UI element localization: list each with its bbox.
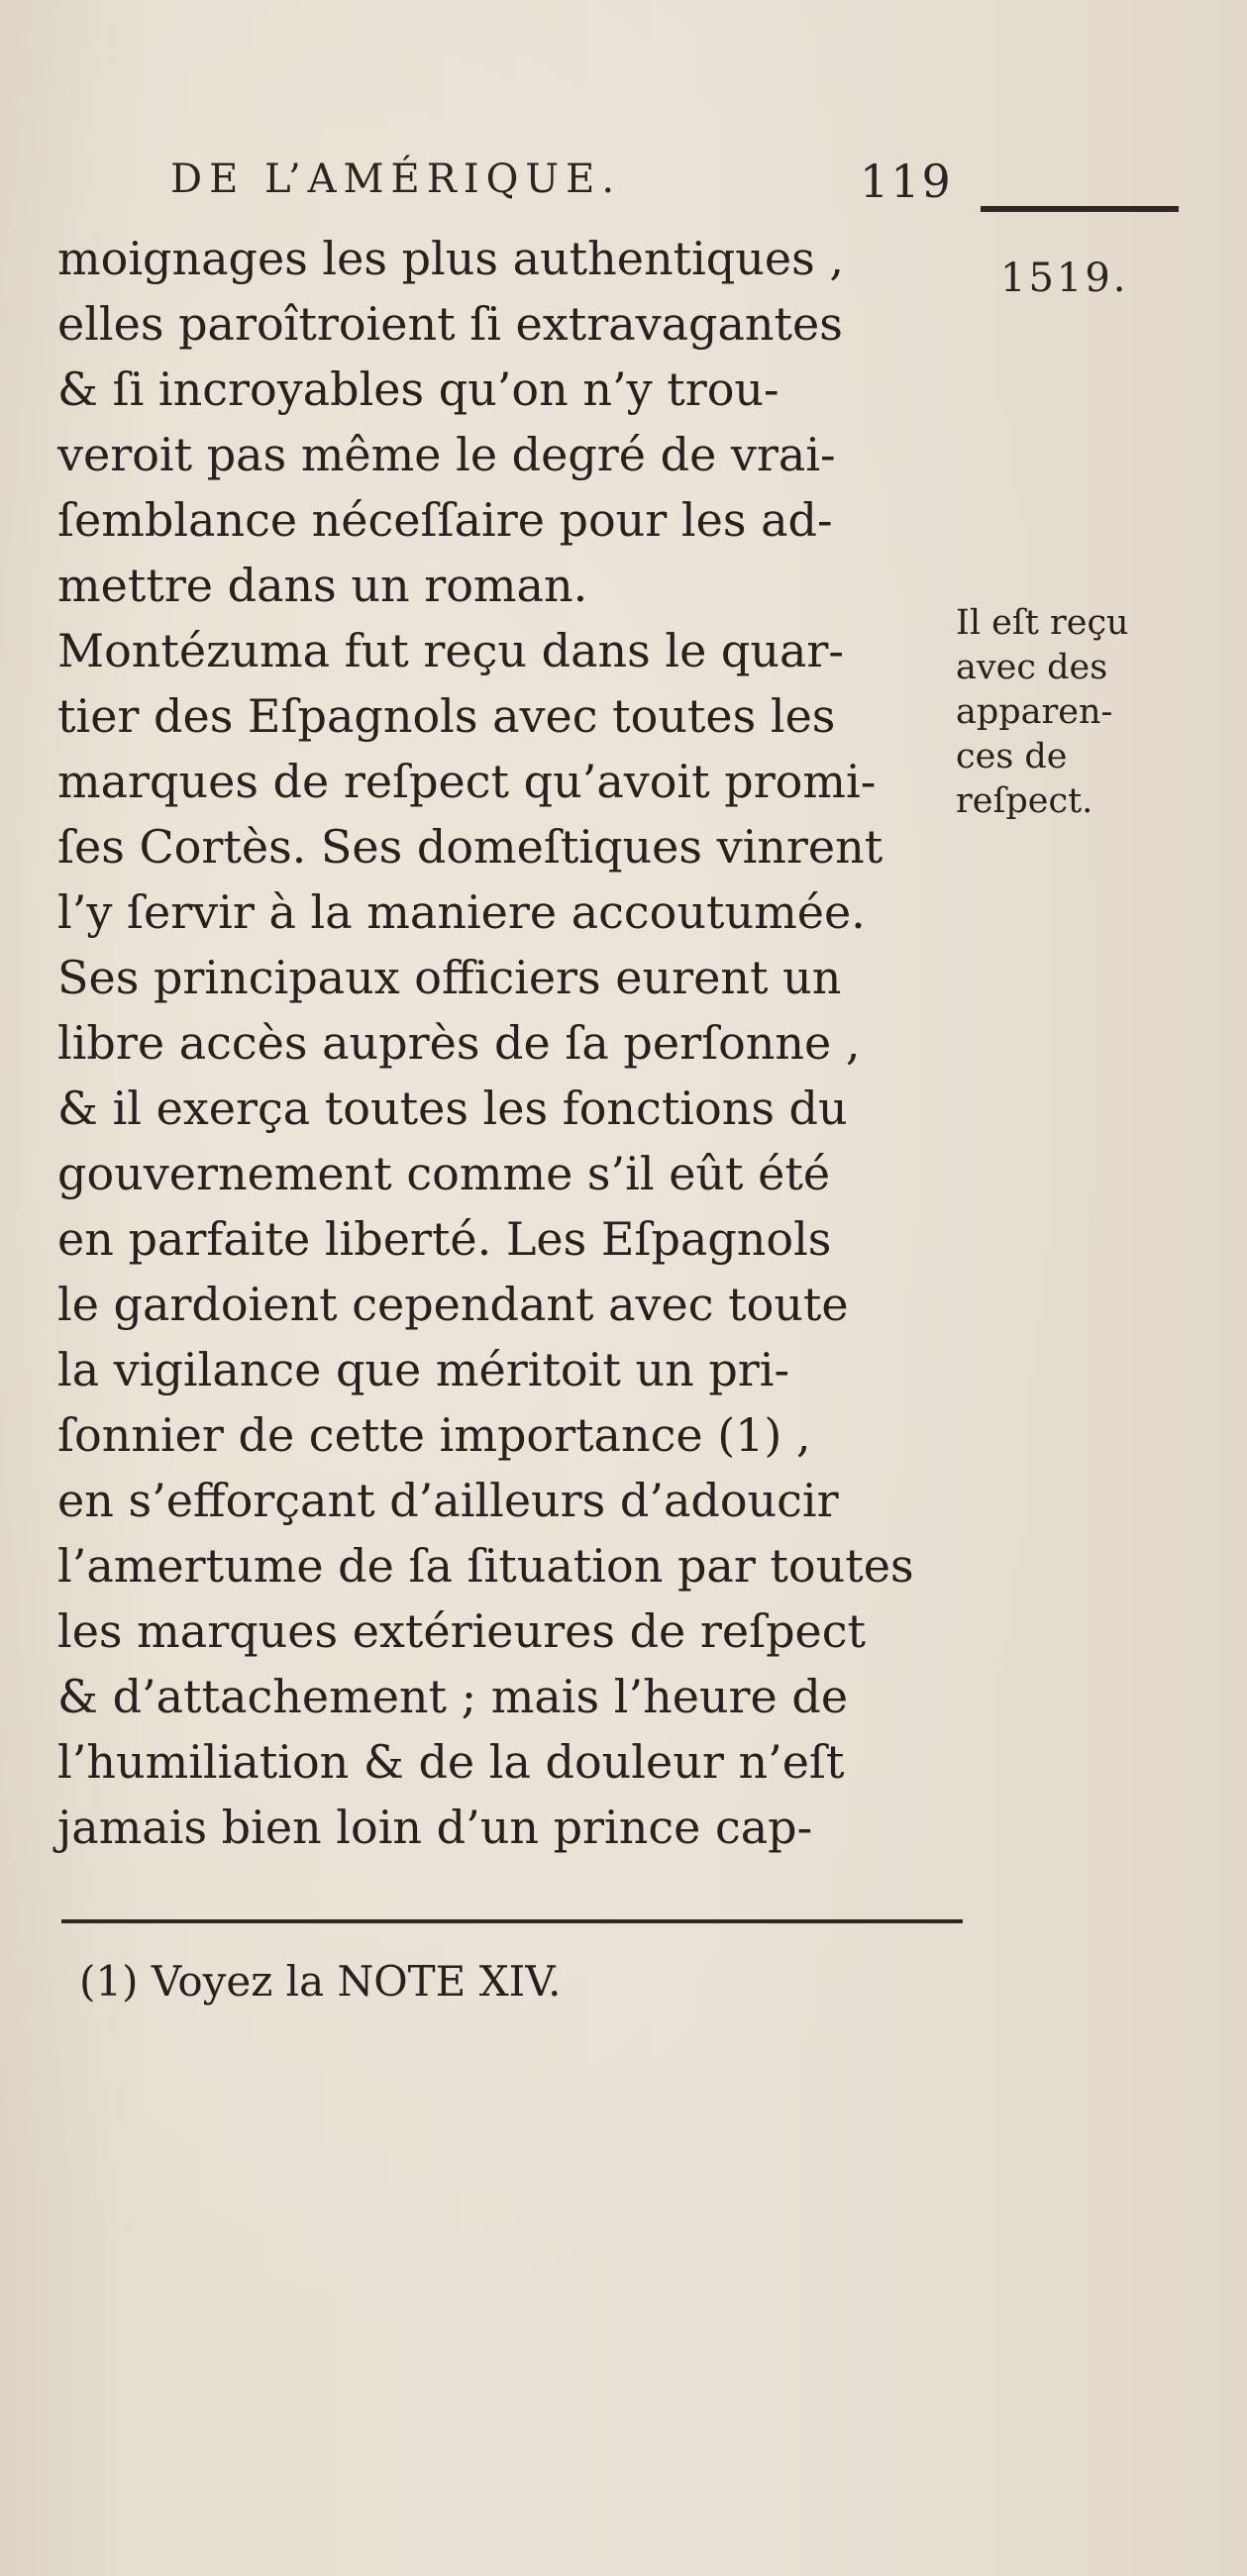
text-line: gouvernement comme s’il eût été bbox=[57, 1147, 831, 1200]
running-head: DE L’AMÉRIQUE. bbox=[170, 156, 622, 202]
text-line: Montézuma fut reçu dans le quar- bbox=[57, 624, 844, 677]
footnote-rule bbox=[61, 1919, 963, 1923]
text-line: Ses principaux officiers eurent un bbox=[57, 951, 842, 1004]
text-line: ſonnier de cette importance (1) , bbox=[57, 1408, 811, 1462]
text-line: mettre dans un roman. bbox=[57, 559, 588, 612]
text-line: en parfaite liberté. Les Eſpagnols bbox=[57, 1212, 832, 1266]
text-line: jamais bien loin d’un prince cap- bbox=[57, 1801, 813, 1854]
text-line: veroit pas même le degré de vrai- bbox=[57, 428, 836, 481]
text-line: l’amertume de ſa ſituation par toutes bbox=[57, 1539, 914, 1593]
text-line: libre accès auprès de ſa perſonne , bbox=[57, 1016, 861, 1070]
text-line: le gardoient cependant avec toute bbox=[57, 1278, 849, 1331]
margin-note-line: Il eſt reçu bbox=[956, 603, 1129, 643]
text-line: l’humiliation & de la douleur n’eſt bbox=[57, 1735, 845, 1789]
margin-note-line: apparen- bbox=[956, 692, 1113, 732]
text-line: ſes Cortès. Ses domeſtiques vinrent bbox=[57, 820, 883, 874]
body-text bbox=[57, 226, 969, 1860]
text-line: elles paroîtroient ſi extravagantes bbox=[57, 297, 843, 351]
text-line: en s’efforçant d’ailleurs d’adoucir bbox=[57, 1474, 839, 1527]
margin-note-line: ces de bbox=[956, 737, 1068, 776]
text-line: les marques extérieures de reſpect bbox=[57, 1604, 867, 1658]
text-line: & il exerça toutes les fonctions du bbox=[57, 1082, 848, 1135]
text-line: l’y ſervir à la maniere accoutumée. bbox=[57, 885, 866, 939]
text-line: la vigilance que méritoit un pri- bbox=[57, 1343, 790, 1396]
margin-note-line: reſpect. bbox=[956, 781, 1093, 821]
text-line: & d’attachement ; mais l’heure de bbox=[57, 1670, 849, 1723]
text-line: tier des Eſpagnols avec toutes les bbox=[57, 689, 836, 743]
page-number: 119 bbox=[860, 155, 953, 208]
header-rule bbox=[981, 206, 1179, 212]
footnote: (1) Voyez la NOTE XIV. bbox=[79, 1957, 562, 2006]
text-line: marques de reſpect qu’avoit promi- bbox=[57, 755, 877, 808]
margin-year: 1519. bbox=[1000, 256, 1129, 301]
margin-note bbox=[956, 601, 1203, 824]
margin-note-line: avec des bbox=[956, 648, 1108, 687]
text-line: ſemblance néceſſaire pour les ad- bbox=[57, 493, 833, 547]
text-line: moignages les plus authentiques , bbox=[57, 232, 844, 285]
text-line: & ſi incroyables qu’on n’y trou- bbox=[57, 362, 779, 416]
